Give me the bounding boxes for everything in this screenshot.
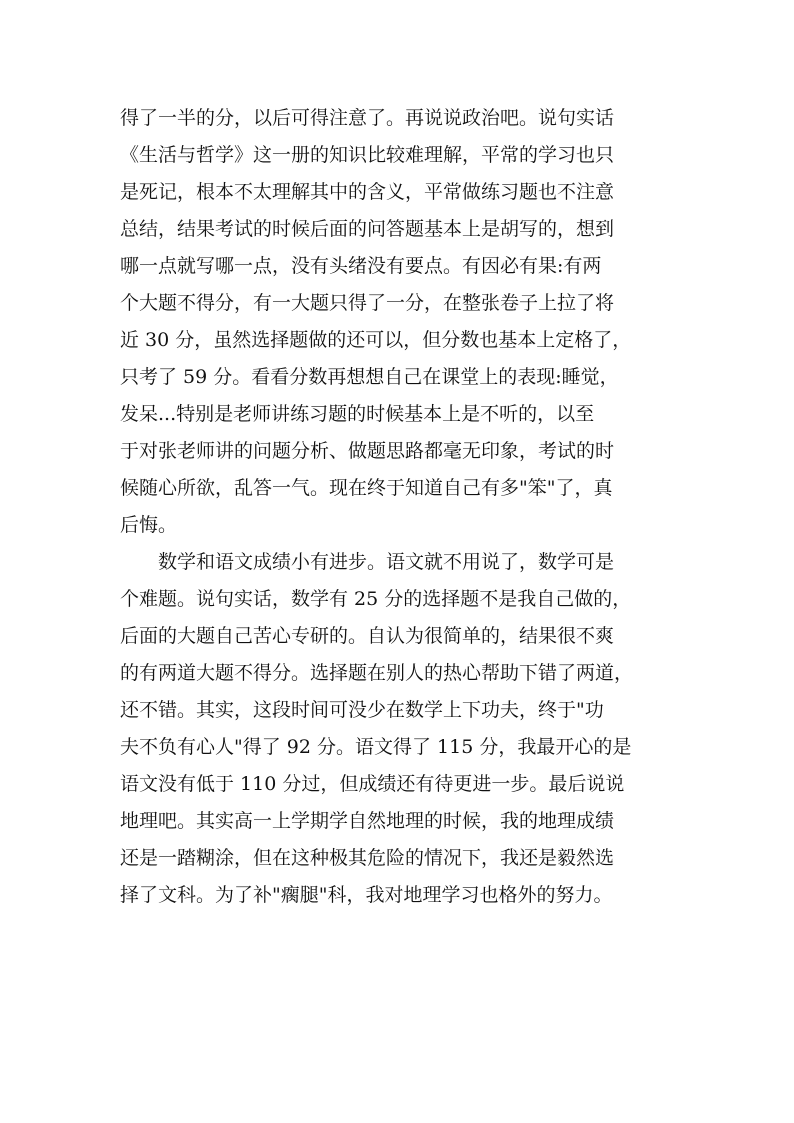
text-line: 发呆...特别是老师讲练习题的时候基本上是不听的，以至 — [120, 403, 595, 425]
paragraph-start-line: 数学和语文成绩小有进步。语文就不用说了，数学可是 — [158, 551, 615, 573]
text-line: 《生活与哲学》这一册的知识比较难理解，平常的学习也只 — [120, 144, 615, 166]
text-line: 于对张老师讲的问题分析、做题思路都毫无印象，考试的时 — [120, 440, 615, 462]
text-line: 近 30 分，虽然选择题做的还可以，但分数也基本上定格了， — [120, 329, 632, 351]
body-text — [120, 100, 680, 914]
text-line: 的有两道大题不得分。选择题在别人的热心帮助下错了两道， — [120, 662, 634, 684]
text-line: 只考了 59 分。看看分数再想想自己在课堂上的表现:睡觉， — [120, 366, 619, 388]
text-line: 后面的大题自己苦心专研的。自认为很简单的，结果很不爽 — [120, 625, 615, 647]
text-line: 个大题不得分，有一大题只得了一分，在整张卷子上拉了将 — [120, 292, 615, 314]
text-line: 是死记，根本不太理解其中的含义，平常做练习题也不注意 — [120, 181, 615, 203]
text-line: 夫不负有心人"得了 92 分。语文得了 115 分，我最开心的是 — [120, 736, 632, 758]
text-line: 择了文科。为了补"瘸腿"科，我对地理学习也格外的努力。 — [120, 884, 613, 906]
text-line: 候随心所欲，乱答一气。现在终于知道自己有多"笨"了，真 — [120, 477, 613, 499]
text-line: 后悔。 — [120, 514, 178, 536]
text-line: 还不错。其实，这段时间可没少在数学上下功夫，终于"功 — [120, 699, 604, 721]
text-line: 个难题。说句实话，数学有 25 分的选择题不是我自己做的， — [120, 588, 632, 610]
text-line: 语文没有低于 110 分过，但成绩还有待更进一步。最后说说 — [120, 773, 625, 795]
text-line: 还是一踏糊涂，但在这种极其危险的情况下，我还是毅然选 — [120, 847, 615, 869]
text-line: 哪一点就写哪一点，没有头绪没有要点。有因必有果:有两 — [120, 255, 602, 277]
text-line: 总结，结果考试的时候后面的问答题基本上是胡写的，想到 — [120, 218, 615, 240]
text-line: 得了一半的分，以后可得注意了。再说说政治吧。说句实话 — [120, 107, 615, 129]
text-line: 地理吧。其实高一上学期学自然地理的时候，我的地理成绩 — [120, 810, 615, 832]
